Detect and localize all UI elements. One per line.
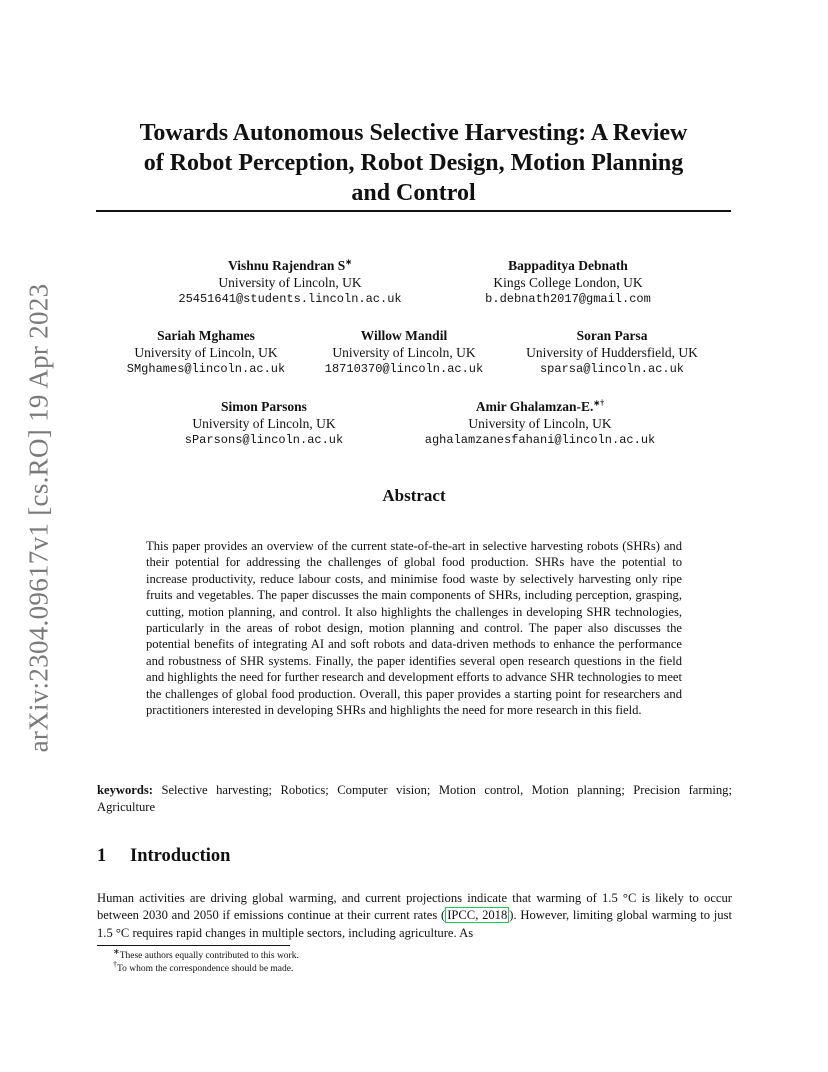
title-line-1: Towards Autonomous Selective Harvesting: A Review [139, 120, 688, 146]
author-email: sparsa@lincoln.ac.uk [539, 362, 685, 376]
author-affiliation: Kings College London, UK [493, 274, 643, 290]
author-email: b.debnath2017@gmail.com [485, 292, 651, 306]
author-email: 18710370@lincoln.ac.uk [324, 362, 484, 376]
footnote-mark: ∗ [113, 946, 120, 956]
author-mark: ∗† [593, 398, 605, 408]
author-email: SMghames@lincoln.ac.uk [126, 362, 286, 376]
author-block [448, 258, 688, 308]
author-affiliation: University of Lincoln, UK [332, 344, 476, 360]
footnote [113, 959, 294, 975]
author-block [400, 399, 680, 449]
keywords-text: Selective harvesting; Robotics; Computer vision; Motion control, Motion planning; Precision farming; Agriculture [97, 783, 732, 814]
footnote [113, 946, 299, 962]
footnote-rule [97, 945, 290, 946]
title-rule [96, 210, 731, 212]
abstract-heading: Abstract [382, 486, 446, 505]
author-mark: ∗ [345, 257, 352, 267]
arxiv-identifier: arXiv:2304.09617v1 [cs.RO] 19 Apr 2023 [23, 283, 54, 753]
author-affiliation: University of Lincoln, UK [192, 415, 336, 431]
intro-paragraph [97, 890, 732, 942]
author-affiliation: University of Lincoln, UK [218, 274, 362, 290]
intro-text-end: ). However, limiting global warming to just 1.5 °C requires rapid changes in multiple sectors, including agriculture. As [97, 908, 732, 940]
author-email: aghalamzanesfahani@lincoln.ac.uk [424, 433, 656, 447]
author-name: Sariah Mghames [157, 328, 255, 343]
author-email: 25451641@students.lincoln.ac.uk [178, 292, 402, 306]
author-block [170, 258, 410, 308]
arxiv-sidebar [22, 278, 56, 758]
footnote-text: To whom the correspondence should be made. [117, 964, 294, 974]
title-line-3: and Control [351, 180, 476, 206]
intro-text-start: Human activities are driving global warming, and current projections indicate that warming of 1.5 °C is likely to occur between 2030 and 2050 if emissions continue at their current rates ( [97, 891, 732, 923]
author-block [144, 399, 384, 449]
author-name: Amir Ghalamzan-E. [475, 399, 594, 414]
citation-link[interactable]: IPCC, 2018 [447, 908, 508, 923]
author-name: Willow Mandil [360, 328, 448, 343]
keywords-label: keywords: [97, 783, 153, 797]
author-affiliation: University of Lincoln, UK [134, 344, 278, 360]
author-block [284, 328, 524, 378]
author-name: Vishnu Rajendran S [228, 258, 346, 273]
author-affiliation: University of Lincoln, UK [468, 415, 612, 431]
author-name: Soran Parsa [576, 328, 648, 343]
author-name: Bappaditya Debnath [508, 258, 628, 273]
footnote-mark: † [113, 959, 117, 969]
keywords [97, 782, 732, 816]
section-title: Introduction [130, 846, 231, 866]
title-line-2: of Robot Perception, Robot Design, Motion Planning [143, 150, 684, 176]
footnote-text: These authors equally contributed to this work. [119, 951, 299, 961]
author-block [492, 328, 732, 378]
author-name: Simon Parsons [221, 399, 307, 414]
section-number: 1 [97, 846, 107, 866]
paper-title [96, 118, 731, 208]
section-heading [97, 846, 230, 867]
author-email: sParsons@lincoln.ac.uk [184, 433, 344, 447]
author-affiliation: University of Huddersfield, UK [526, 344, 698, 360]
abstract-text: This paper provides an overview of the current state-of-the-art in selective harvesting robots (SHRs) and their potential for addressing the challenges of global food production. SHRs have the potential to increase productivity, reduce labour costs, and minimise food waste by selectively harvesting only ripe fruits and vegetables. The paper discusses the main components of SHRs, including perception, grasping, cutting, motion planning, and control. It also highlights the challenges in developing SHR technologies, particularly in the areas of robot design, motion planning and control. The paper also discusses the potential benefits of integrating AI and soft robots and data-driven methods to enhance the performance and robustness of SHR systems. Finally, the paper identifies several open research questions in the field and highlights the need for further research and development efforts to advance SHR technologies to meet the challenges of global food production. Overall, this paper provides a starting point for researchers and practitioners interested in developing SHRs and highlights the need for more research in this field. [146, 539, 682, 718]
